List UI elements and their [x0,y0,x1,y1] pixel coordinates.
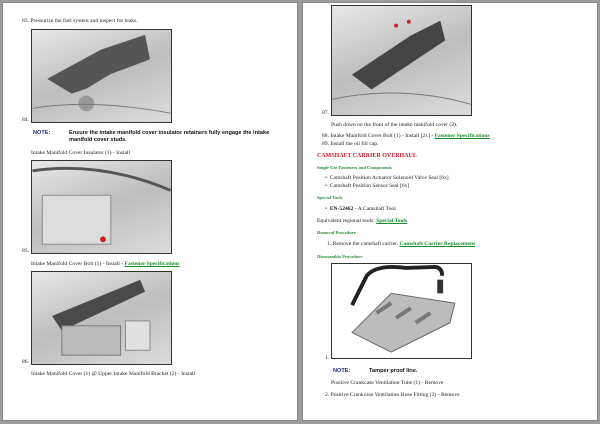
tool-code: EN-52462 [329,206,354,212]
step-85-number: 85. [22,248,29,254]
fastener-specifications-link[interactable]: Fastener Specifications [434,133,490,139]
step-87-number: 87. [322,110,329,116]
note-label: NOTE: [33,130,51,136]
left-page [2,2,298,421]
step-84-number: 84. [22,117,29,123]
note-text [69,130,269,143]
pcv-fitting-step: 2. Positive Crankcase Ventilation Hose Fitting (2) - Remove [325,392,460,398]
single-use-item: • Camshaft Position Actuator Solenoid Valve Seal [6x] [325,175,449,181]
note-line-1: Ensure the intake manifold cover insulator retainers fully engage the intake [69,130,270,136]
step-88-text: 88. Intake Manifold Cover Bolt (1) - Install [2x] - [322,133,435,139]
camshaft-carrier-replacement-link[interactable]: Camshaft Carrier Replacement [399,241,475,247]
push-cover-figure [331,5,472,116]
special-tools-heading: Special Tools [317,195,343,200]
step-89: 89. Install the oil fill cap. [322,141,379,147]
disassemble-heading: Disassemble Procedure [317,254,363,259]
tool-desc: - A Camshaft Tool [353,206,396,212]
single-use-item: • Camshaft Position Sensor Seal [6x] [325,183,410,189]
removal-heading: Removal Procedure [317,230,356,235]
engine-cover-figure [31,29,172,123]
bolt-caption [31,261,180,268]
push-text: Push down on the front of the intake manifold cover (2). [331,122,458,128]
item-text: Camshaft Position Actuator Solenoid Valve Seal [6x] [329,175,449,181]
section-title: CAMSHAFT CARRIER OVERHAUL [317,153,417,159]
bolt-caption-text: Intake Manifold Cover Bolt (1) - Install - [31,261,125,267]
fastener-specifications-link[interactable]: Fastener Specifications [124,261,180,267]
step-83: 83. Pressurize the fuel system and inspect for leaks. [22,18,138,24]
note-text: Tamper proof line. [369,368,418,374]
cover-caption: Intake Manifold Cover (1) @ Upper Intake Manifold Bracket (2) - Install [31,371,196,377]
insulator-figure [31,160,172,254]
camshaft-carrier-figure [331,263,472,359]
pcv-tube-step: Positive Crankcase Ventilation Tube (1) - Remove [331,380,444,386]
right-page [302,2,598,421]
single-use-heading: Single Use Fasteners and Components [317,165,392,170]
removal-step-text: 1. Remove the camshaft carrier. [327,241,400,247]
figure-number: 1. [325,355,330,361]
note-label: NOTE: [333,368,351,374]
special-tools-link[interactable]: Special Tools [376,218,408,224]
removal-step [327,241,475,248]
tool-item: • EN-52462 - A Camshaft Tool [325,206,396,212]
insulator-caption: Intake Manifold Cover Insulator (1) - Install [31,150,131,156]
equivalent-text: Equivalent regional tools: [317,218,377,224]
item-text: Camshaft Position Sensor Seal [6x] [329,183,410,189]
intake-cover-figure [31,271,172,365]
step-86-number: 86. [22,359,29,365]
equivalent-tools [317,218,407,225]
note-line-2: manifold cover studs. [69,136,127,143]
step-88 [322,133,490,140]
